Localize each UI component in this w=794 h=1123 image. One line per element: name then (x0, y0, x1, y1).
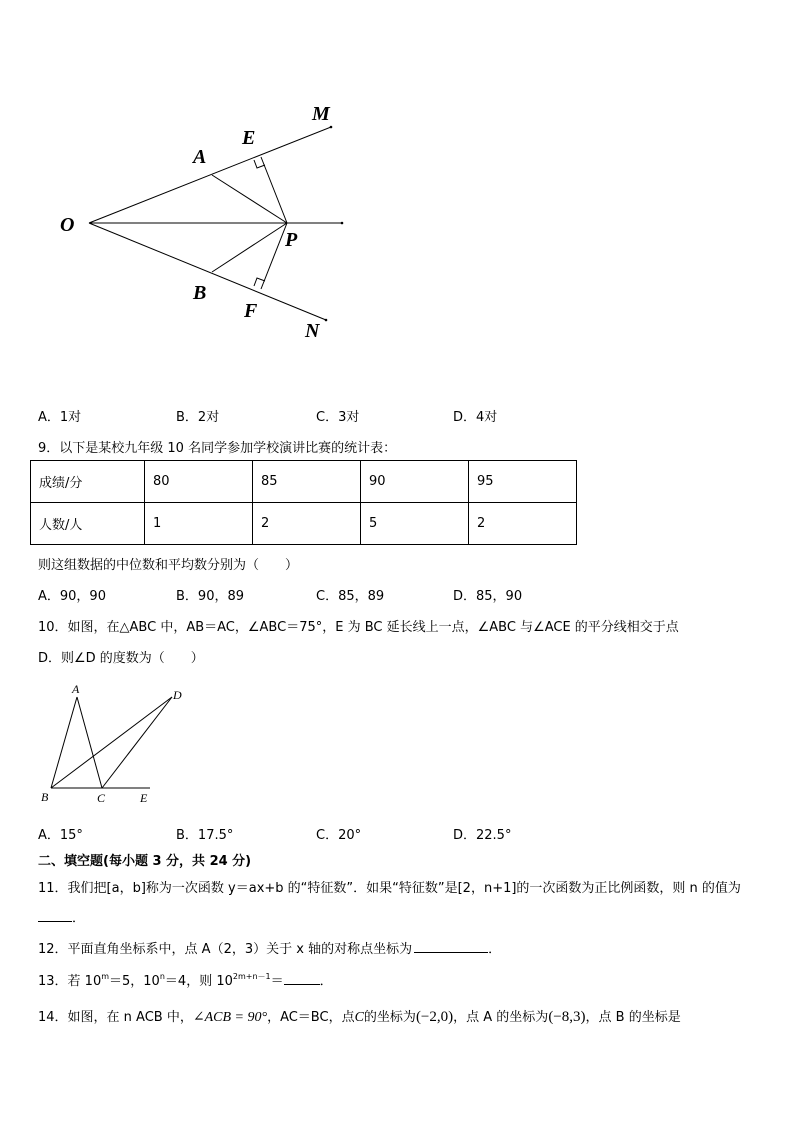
q13-mid2: ＝4，则 10 (164, 974, 233, 989)
table-cell: 2 (469, 503, 577, 545)
q13-mid3: ＝ (270, 974, 284, 989)
q9-option-a[interactable]: A．90，90 (38, 589, 106, 604)
q10-option-a[interactable]: A．15° (38, 828, 83, 843)
q9-option-d[interactable]: D．85，90 (453, 589, 523, 604)
label-b: B (41, 790, 49, 804)
label-p: P (285, 229, 298, 251)
q12-end: ． (488, 942, 502, 957)
q14-text2: ，AC＝BC，点 (267, 1010, 355, 1025)
label-c: C (97, 791, 106, 805)
label-a: A (193, 146, 207, 168)
q9-stem: 9．以下是某校九年级 10 名同学参加学校演讲比赛的统计表： (38, 441, 397, 456)
q10-stem-line2: D．则∠D 的度数为（ ） (38, 651, 204, 666)
q10-option-c[interactable]: C．20° (316, 828, 362, 843)
table-cell: 95 (469, 461, 577, 503)
q13-answer-blank[interactable] (284, 972, 320, 985)
q10-stem-line1: 10．如图，在△ABC 中，AB＝AC，∠ABC＝75°，E 为 BC 延长线上一点，∠ABC 与∠ACE 的平分线相交于点 (38, 620, 679, 635)
label-e: E (140, 791, 148, 805)
q14-angle: ∠ACB = 90° (192, 1010, 268, 1025)
q14-coord-a: (−8,3) (548, 1009, 586, 1025)
q9-option-b[interactable]: B．90，89 (176, 589, 245, 604)
table-cell: 2 (253, 503, 361, 545)
q12-line (38, 938, 501, 957)
q11-line2 (38, 907, 85, 926)
q12-text: 12．平面直角坐标系中，点 A（2，3）关于 x 轴的对称点坐标为 (38, 942, 413, 957)
table-cell: 80 (145, 461, 253, 503)
q10-option-d[interactable]: D．22.5° (453, 828, 512, 843)
q9-option-c[interactable]: C．85，89 (316, 589, 385, 604)
q11-end: ． (72, 911, 86, 926)
q9-question: 则这组数据的中位数和平均数分别为（ ） (38, 558, 299, 573)
q14-line (38, 1006, 681, 1026)
q9-stats-table (30, 460, 577, 545)
q13-exponent-n: n (159, 972, 165, 981)
segment-fp (261, 223, 287, 289)
segment-bd (51, 697, 172, 788)
table-cell: 成绩/分 (31, 461, 145, 503)
figure-angle-bisector (55, 95, 365, 355)
table-cell: 5 (361, 503, 469, 545)
section-title-fill-in: 二、填空题(每小题 3 分，共 24 分) (38, 854, 252, 869)
label-o: O (60, 214, 75, 236)
table-cell: 人数/人 (31, 503, 145, 545)
segment-ab (51, 697, 77, 788)
segment-ac (77, 697, 102, 788)
table-cell: 1 (145, 503, 253, 545)
label-m: M (312, 103, 330, 125)
q14-text3: 的坐标为 (363, 1010, 416, 1025)
segment-bp (212, 223, 287, 272)
label-d: D (173, 688, 182, 702)
q13-prefix: 13．若 10 (38, 974, 102, 989)
figure-triangle-bisector (35, 678, 195, 808)
q14-text5: ，点 B 的坐标是 (585, 1010, 681, 1025)
ray-om (89, 127, 331, 223)
q8-option-b[interactable]: B．2对 (176, 410, 220, 425)
label-e: E (242, 127, 256, 149)
segment-ap (212, 175, 287, 223)
label-n: N (305, 320, 320, 342)
label-a: A (72, 682, 80, 696)
q14-point-c: C (354, 1010, 364, 1025)
q14-text1: 14．如图，在 n ACB 中， (38, 1010, 193, 1025)
table-cell: 85 (253, 461, 361, 503)
table-row (31, 503, 577, 545)
table-row (31, 461, 577, 503)
q13-exponent-expr: 2m+n－1 (232, 972, 271, 981)
label-b: B (193, 282, 207, 304)
q12-answer-blank[interactable] (414, 940, 488, 953)
q8-option-d[interactable]: D．4对 (453, 410, 498, 425)
q14-coord-c: (−2,0) (415, 1009, 454, 1025)
q10-option-b[interactable]: B．17.5° (176, 828, 234, 843)
q13-exponent-m: m (101, 972, 110, 981)
q13-mid1: ＝5，10 (109, 974, 160, 989)
q13-end: ． (319, 974, 333, 989)
q13-line (38, 970, 333, 989)
q11-answer-blank[interactable] (38, 909, 72, 922)
q11-line1: 11．我们把[a，b]称为一次函数 y＝ax+b 的“特征数”．如果“特征数”是[2，n+1]的一次函数为正比例函数，则 n 的值为 (38, 881, 741, 896)
table-cell: 90 (361, 461, 469, 503)
q8-option-a[interactable]: A．1对 (38, 410, 82, 425)
segment-ep (261, 157, 287, 223)
segment-cd (102, 697, 172, 788)
q8-option-c[interactable]: C．3对 (316, 410, 360, 425)
label-f: F (244, 300, 258, 322)
q14-text4: ，点 A 的坐标为 (453, 1010, 549, 1025)
